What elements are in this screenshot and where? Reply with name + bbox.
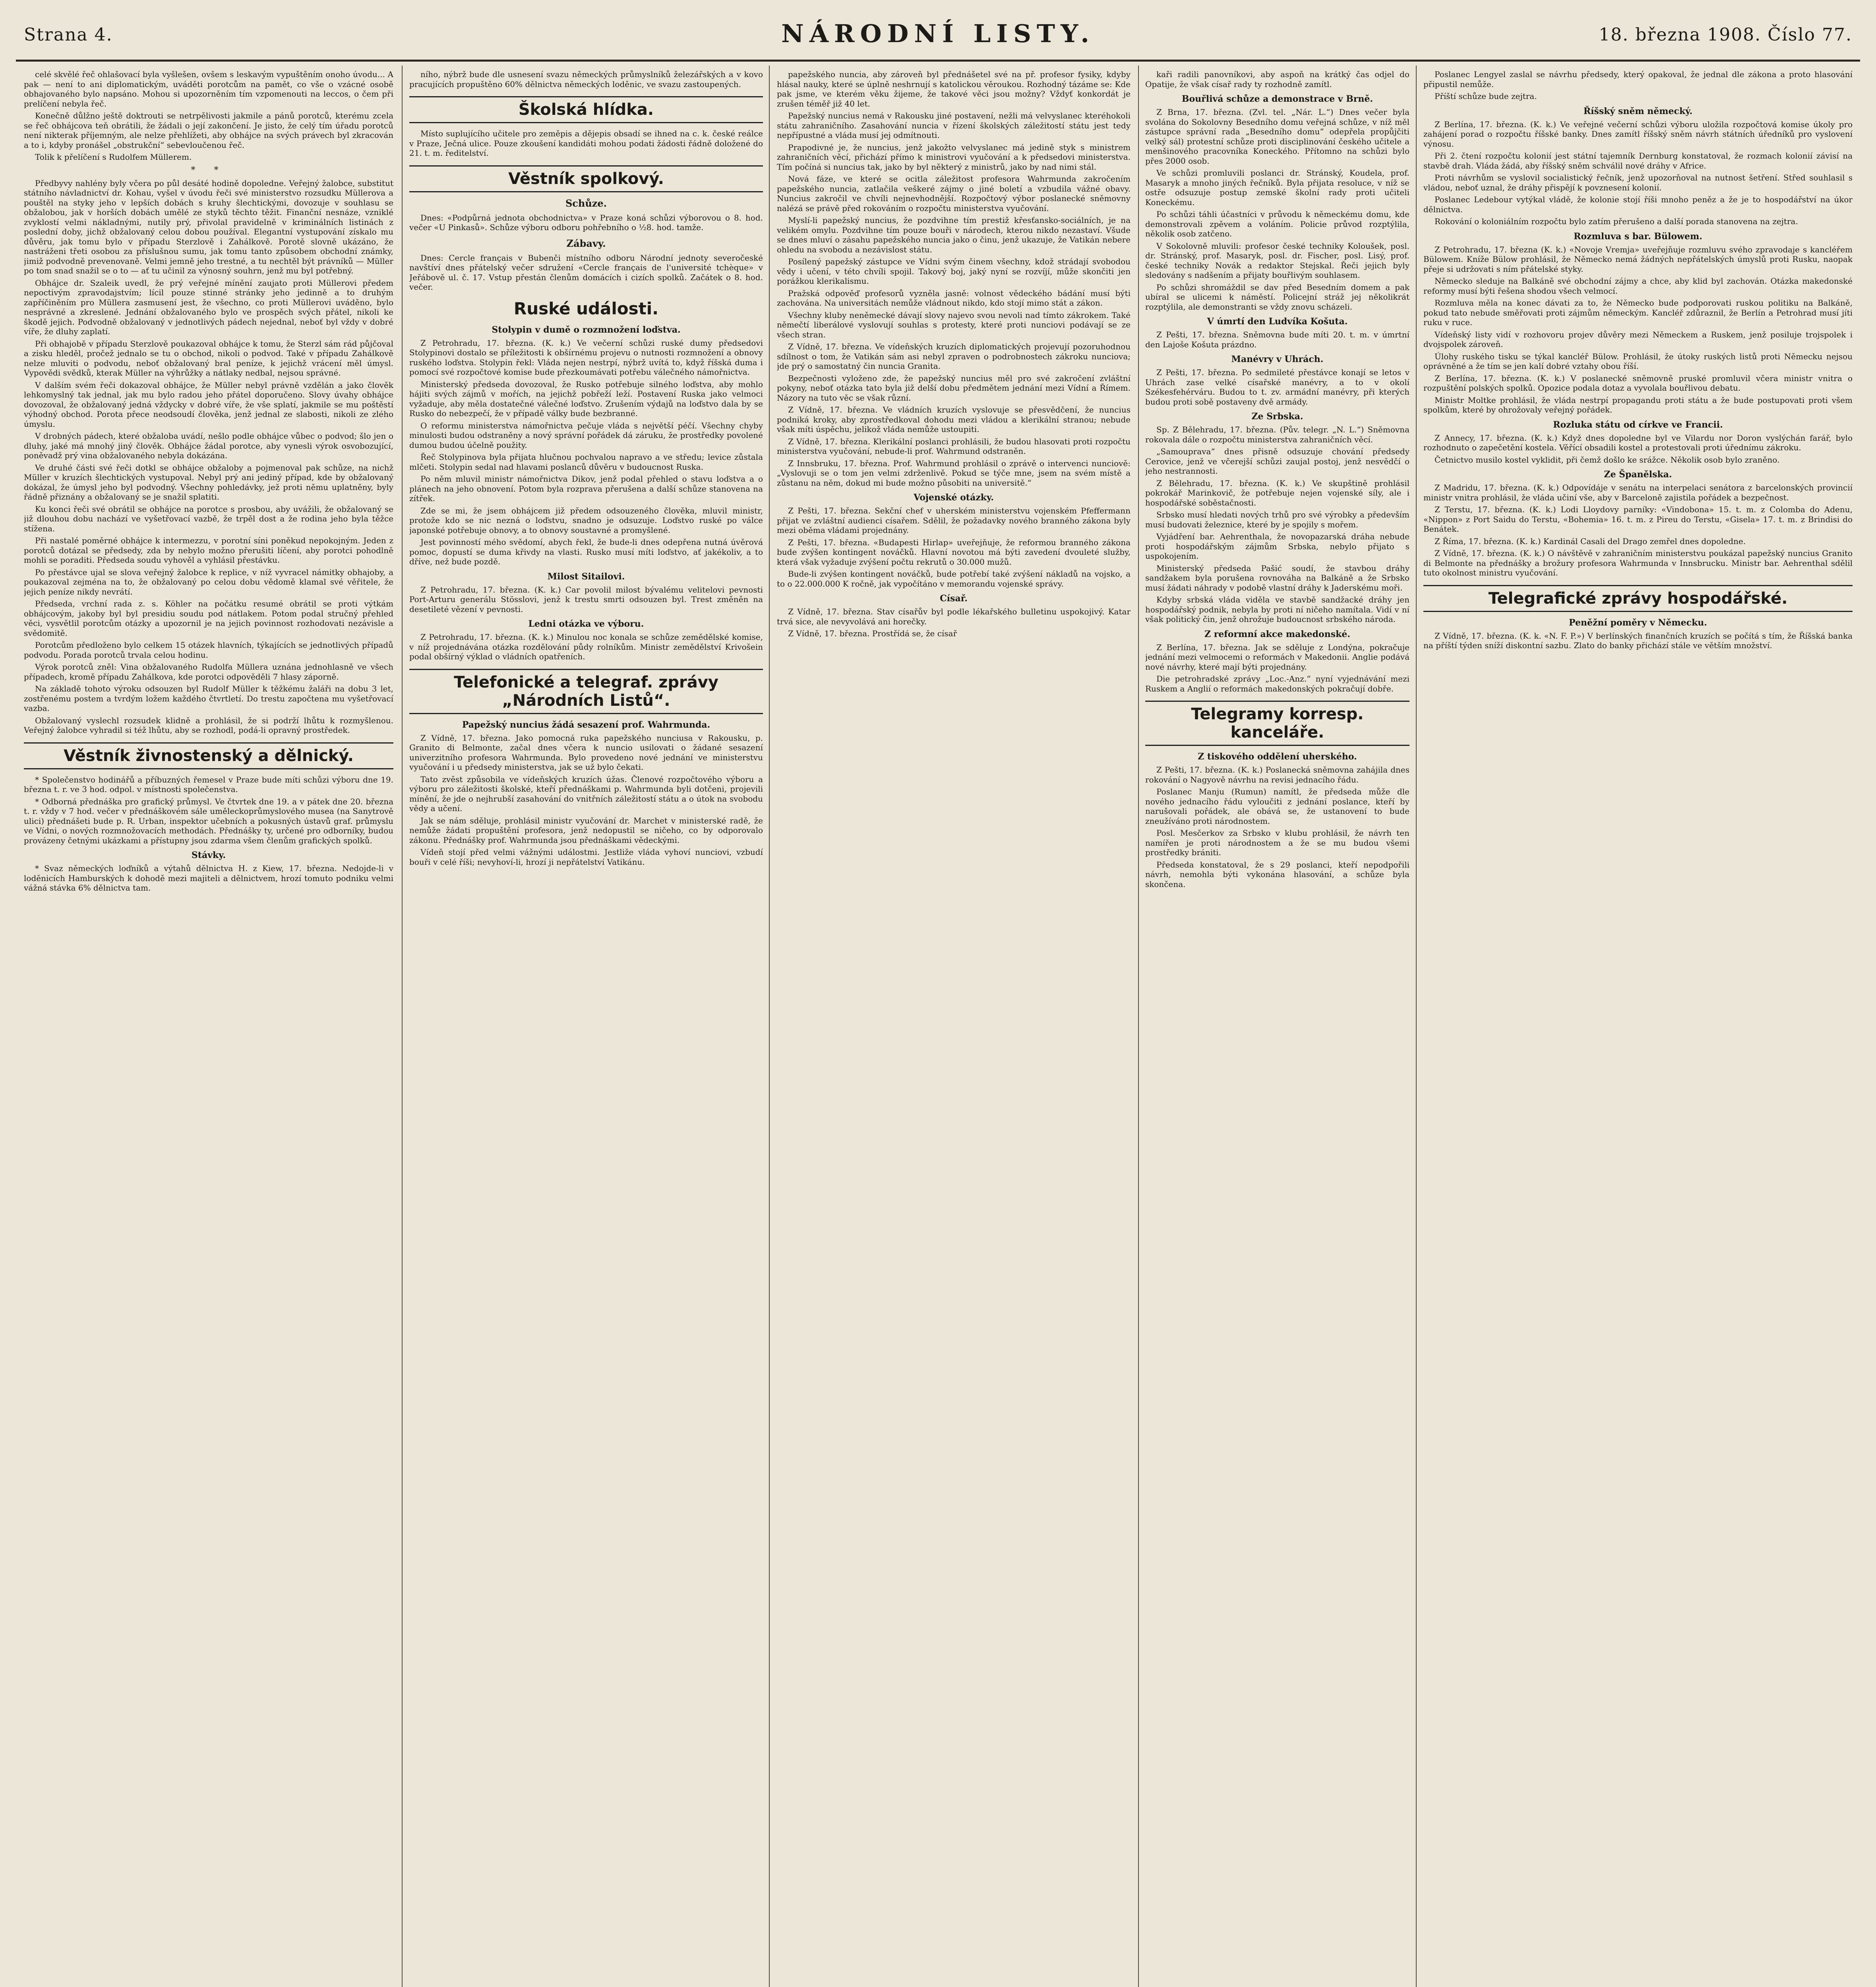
article-paragraph: Ku konci řeči své obrátil se obhájce na porotce s prosbou, aby uvážili, že obžalovaný se již dlouhou dobu nachází ve vyšetřovací vazbě, že trpěl dost a že rodina jeho byla těžce stížena. bbox=[24, 504, 393, 533]
page-number: Strana 4. bbox=[24, 25, 113, 45]
article-paragraph: Tato zvěst způsobila ve vídeňských kruzích úžas. Členové rozpočtového výboru a výboru pro záležitosti školské, kteří přednáškami p. Wahrmunda byli dotčeni, projevili mínění, že jde o nejhrubší zasahování do vnitřních záležitostí státu a o útok na svobodu vědy a učení. bbox=[409, 774, 763, 813]
article-paragraph: V dalším svém řeči dokazoval obhájce, že Müller nebyl právně vzdělán a jako člověk lehkomyslný tak jednal, jak mu bylo radou jeho přátel doporučeno. Slovy úvahy obhájce dovozoval, že obžalovaný jedná vždycky v dobré víře, že vše splatí, jakmile se mu poštěstí výhodný obchod. Porota přece neodsoudí člověka, jenž jednal ze slabosti, nikoli ze zlého úmyslu. bbox=[24, 380, 393, 429]
article-heading: Z tiskového oddělení uherského. bbox=[1198, 751, 1357, 762]
article-paragraph: Die petrohradské zprávy „Loc.-Anz.“ nyní vyjednávání mezi Ruskem a Anglií o reformách makedonských pokračují dobře. bbox=[1145, 674, 1409, 693]
article-paragraph: Příští schůze bude zejtra. bbox=[1435, 91, 1537, 101]
article-paragraph: Tolik k přelíčení s Rudolfem Müllerem. bbox=[35, 152, 192, 162]
article-paragraph: Po něm mluvil ministr námořnictva Dikov, jenž podal přehled o stavu loďstva a o plánech na jeho obnovení. Potom byla rozprava přerušena a další schůze stanovena na zítřek. bbox=[409, 474, 763, 503]
article-paragraph: Z Vídně, 17. března. Jako pomocná ruka papežského nunciusa v Rakousku, p. Granito di Belmonte, začal dnes včera k nuncio usilovati o žádané sesazení univerzitního profesora Wahrmunda. Bylo provedeno nové jednání ve ministerstvu vyučování i u předsedy ministerstva, jak se už bylo čekati. bbox=[409, 733, 763, 772]
article-paragraph: Při nastalé poměrné obhájce k intermezzu, v porotní síni poněkud nepokojným. Jeden z porotců dotázal se předsedy, zda by nebylo možno přerušiti líčení, aby porotci pohodlně mohli se poraditi. Předseda soudu vyhověl a vyhlásil přestávku. bbox=[24, 536, 393, 565]
article-paragraph: V drobných pádech, které obžaloba uvádí, nešlo podle obhájce vůbec o podvod; šlo jen o dluhy, jaké má mnohý jiný člověk. Obhájce žádal porotce, aby vynesli výrok osvobozující, poněvadž prý vina obžalovaného nebyla dokázána. bbox=[24, 431, 393, 460]
article-paragraph: Prapodivné je, že nuncius, jenž jakožto velvyslanec má jedině styk s ministrem zahraničních věcí, přichází přímo k ministrovi vyučování a k předsedovi ministerstva. Tím počíná si nuncius tak, jako by byl některý z ministrů, jako by nad nimi stál. bbox=[777, 142, 1131, 172]
article-paragraph: Obhájce dr. Szaleik uvedl, že prý veřejné mínění zaujato proti Müllerovi předem nepoctivým zpravodajstvím; lícil pouze stinné stránky jeho jedinně a to druhým zapříčiněním pro Müllera zasmusení jest, že všechno, co proti Müllerovi uváděno, bylo nesprávné a zkreslené. Jednání obžalovaného bylo ve prospěch svých přátel, nikoli ke škodě jejich. Podvodně obžalovaný v jednotlivých pádech nejednal, neboť byl vždy v dobré víře, že dluhy zaplatí. bbox=[24, 278, 393, 336]
article-paragraph: Z Vídně, 17. března. Ve vládních kruzích vyslovuje se přesvědčení, že nuncius podniká kroky, aby zprostředkoval dohodu mezi vládou a klerikální stranou; nebude však míti úspěchu, jelikož vláda nemůže ustoupiti. bbox=[777, 405, 1131, 434]
article-paragraph: „Samouprava“ dnes přisně odsuzuje chování předsedy Cerovice, jenž ve včerejší schůzi zaujal postoj, jenž nesvědčí o jeho nestrannosti. bbox=[1145, 447, 1409, 476]
article-paragraph: Ministerský předseda dovozoval, že Rusko potřebuje silného loďstva, aby mohlo hájiti svých zájmů v mořích, na jejichž pobřeží leží. Postavení Ruska jako velmoci vyžaduje, aby měla dostatečné válečné loďstvo. Zrušením výdajů na loďstvo dala by se Rusko do nebezpečí, že v případě války bude bezbranné. bbox=[409, 379, 763, 418]
article-paragraph: Z Brna, 17. března. (Zvl. tel. „Nár. L.“) Dnes večer byla svolána do Sokolovny Besedního domu veřejná schůze, v níž měl zástupce správní rada „Besedního domu“ odepřela propůjčiti velký sál) protestní schůze proti disciplinování českého učitele a menšinového pracovníka Koneckého. Přítomno na schůzi bylo přes 2000 osob. bbox=[1145, 107, 1409, 166]
column-divider bbox=[769, 66, 770, 1987]
article-heading: Milost Sitailovi. bbox=[547, 571, 625, 582]
subsection-heading: Schůze. bbox=[565, 197, 607, 209]
column-1 bbox=[24, 70, 393, 1987]
subsection-heading: Zábavy. bbox=[566, 237, 606, 249]
article-paragraph: Ministr Moltke prohlásil, že vláda nestrpí propagandu proti státu a že bude postupovati proti všem spolkům, které by ohrožovaly veřejný pořádek. bbox=[1423, 395, 1853, 414]
article-paragraph: Sp. Z Bělehradu, 17. března. (Pův. telegr. „N. L.“) Sněmovna rokovala dále o rozpočtu ministerstva zahraničních věcí. bbox=[1145, 425, 1409, 444]
article-paragraph: Při 2. čtení rozpočtu kolonií jest státní tajemník Dernburg konstatoval, že rozmach kolonií závisí na stavbě drah. Vláda žádá, aby říšský sněm schválil nové dráhy v Africe. bbox=[1423, 151, 1853, 170]
masthead: NÁRODNÍ LISTY. bbox=[781, 19, 1095, 48]
article-paragraph: Z Berlína, 17. března. (K. k.) Ve veřejné večerní schůzi výboru uložila rozpočtová komise úkoly pro zahájení porad o rozpočtu říšské banky. Dnes zamítl říšský sněm návrh státních úředníků pro vyslovení výnosu. bbox=[1423, 119, 1853, 149]
column-divider bbox=[1416, 66, 1417, 1987]
article-heading: Ze Španělska. bbox=[1604, 469, 1672, 480]
article-paragraph: Na základě tohoto výroku odsouzen byl Rudolf Müller k těžkému žaláři na dobu 3 let, zostřenému postem a tvrdým ložem každého čtvrtletí. Do trestu započtena mu vyšetřovací vazba. bbox=[24, 684, 393, 713]
boxed-section-heading: Telegrafické zprávy hospodářské. bbox=[1423, 585, 1853, 612]
article-paragraph: Všechny kluby neněmecké dávají slovy najevo svou nevoli nad tímto zákrokem. Také němečtí liberálové vyslovují souhlas s protesty, které proti nunciovi podávají se ze všech stran. bbox=[777, 310, 1131, 339]
article-heading: Stolypin v dumě o rozmnožení loďstva. bbox=[492, 324, 681, 335]
article-paragraph: Rokování o koloniálním rozpočtu bylo zatím přerušeno a další porada stanovena na zejtra. bbox=[1435, 217, 1798, 226]
article-heading: Papežský nuncius žádá sesazení prof. Wahrmunda. bbox=[462, 719, 711, 730]
article-paragraph: Při obhajobě v případu Sterzlově poukazoval obhájce k tomu, že Sterzl sám rád půjčoval a zisku hleděl, pročež jednalo se tu o obchod, nikoli o podvod. Také v případu Zahálkově nelze mluviti o podvodu, neboť obžalovaný bral peníze, k jejichž vrácení měl úmysl. Vypovědi svědků, kterak Müller na výhrůžky a nátlaky nedbal, nejsou správné. bbox=[24, 339, 393, 378]
article-paragraph: O reformu ministerstva námořnictva pečuje vláda s největší péčí. Všechny chyby minulosti budou odstraněny a nový správní pořádek dá záruku, že prostředky povolené dumou budou účelně použity. bbox=[409, 420, 763, 450]
article-paragraph: Obžalovaný vyslechl rozsudek klidně a prohlásil, že si podrží lhůtu k rozmyšlenou. Veřejný žalobce vyhradil si též lhůtu, aby se rozhodl, podá-li opravný prostředek. bbox=[24, 715, 393, 735]
article-paragraph: Z Annecy, 17. března. (K. k.) Když dnes dopoledne byl ve Vilardu nor Doron vyslýchán farář, bylo rozhodnuto o zapečetění kostela. Věřící obsadili kostel a protestovali proti úřednímu zákroku. bbox=[1423, 433, 1853, 452]
article-paragraph: Z Petrohradu, 17. března. (K. k.) Car povolil milost bývalému velitelovi pevnosti Port-Arturu generálu Stösslovi, jenž k trestu smrti odsouzen byl. Trest změněn na desetileté vězení v pevnosti. bbox=[409, 585, 763, 614]
article-paragraph: Porotcům předloženo bylo celkem 15 otázek hlavních, týkajících se jednotlivých případů podvodu. Porada porotců trvala celou hodinu. bbox=[24, 640, 393, 660]
article-heading: Vojenské otázky. bbox=[914, 492, 994, 503]
article-paragraph: Z Pešti, 17. března. Sekční chef v uherském ministerstvu vojenském Pfeffermann přijat ve zvláštní audienci císařem. Sdělil, že požadavky nového branného zákona byly mezi oběma vládami projednány. bbox=[777, 506, 1131, 535]
article-paragraph: Z Berlína, 17. března. (K. k.) V poslanecké sněmovně pruské promluvil včera ministr vnitra o rozpuštění polských spolků. Opozice podala dotaz a vyvolala bouřlivou debatu. bbox=[1423, 373, 1853, 393]
article-paragraph: Z Petrohradu, 17. března (K. k.) «Novoje Vremja» uveřejňuje rozmluvu svého zpravodaje s kancléřem Bülowem. Kníže Bülow prohlásil, že Německo nemá žádných nepřátelských úmyslů proti Rusku, naopak přeje si udržovati s ním přátelské styky. bbox=[1423, 244, 1853, 274]
article-paragraph: Řeč Stolypinova byla přijata hlučnou pochvalou napravo a ve středu; levice zůstala mlčeti. Stolypin sedal nad hlavami poslanců důvěru v budoucnost Ruska. bbox=[409, 452, 763, 472]
article-paragraph: Jak se nám sděluje, prohlásil ministr vyučování dr. Marchet v ministerské radě, že nemůže žádati propuštění profesora, jenž nedopustil se ničeho, co by odporovalo zákonu. Přednášky prof. Wahrmunda jsou přednáškami vědeckými. bbox=[409, 815, 763, 845]
article-paragraph: papežského nuncia, aby zároveň byl přednášetel své na př. profesor fysiky, kdyby hlásal nauky, které se úplně neshrnují s katolickou věroukou. Rozhodný tázáme se: Kde pak jsme, ve kterém věku žijeme, že takové věci jsou možny? Vždyť konkordát je zrušen téměř již 40 let. bbox=[777, 70, 1131, 108]
article-paragraph: Z Innsbruku, 17. března. Prof. Wahrmund prohlásil o zprávě o intervenci nunciově: „Vyslovuji se o tom jen velmi zdrženlivě. Pokud se týče mne, jsem na svém místě a zůstanu na něm, dokud mi bude možno působiti na universitě.“ bbox=[777, 458, 1131, 488]
article-paragraph: Z Madridu, 17. března. (K. k.) Odpovídáje v senátu na interpelaci senátora z barcelonských provincií ministr vnitra prohlásil, že vláda učiní vše, aby v Barceloně zajistila pořádek a bezpečnost. bbox=[1423, 483, 1853, 502]
article-paragraph: Pražská odpověď profesorů vyzněla jasně: volnost vědeckého bádání musí býti zachována. Na universitách nemůže vládnout nikdo, kdo stojí mimo stát a zákon. bbox=[777, 288, 1131, 308]
article-paragraph: Dnes: Cercle français v Bubenči místního odboru Národní jednoty severočeské navštíví dnes přátelský večer sdružení «Cercle français de l'université tchèque» v Jeřábově ul. č. 17. Vstup přestán členům domácích i cizích spolků. Začátek o 8. hod. večer. bbox=[409, 253, 763, 292]
article-paragraph: kaři radili panovníkovi, aby aspoň na krátký čas odjel do Opatije, že však císař rady ty rozhodně zamítl. bbox=[1145, 70, 1409, 89]
column-5 bbox=[1423, 70, 1853, 1987]
article-paragraph: Z Bělehradu, 17. března. (K. k.) Ve skupštině prohlásil pokrokář Marinkovič, že potřebuje nejen vojenské síly, ale i hospodářské soběstačnosti. bbox=[1145, 478, 1409, 507]
article-paragraph: Vyjádření bar. Aehrenthala, že novopazarská dráha nebude proti hospodářským zájmům Srbska, nebylo přijato s uspokojením. bbox=[1145, 532, 1409, 561]
article-paragraph: Papežský nuncius nemá v Rakousku jiné postavení, nežli má velvyslanec kteréhokoli státu zahraničního. Zasahování nuncia v řízení školských záležitostí státu jest tedy nepřípustné a vláda musí jej odmítnouti. bbox=[777, 111, 1131, 140]
article-paragraph: Poslanec Lengyel zaslal se návrhu předsedy, který opakoval, že jednal dle zákona a proto hlasování připustil nemůže. bbox=[1423, 70, 1853, 89]
article-paragraph: V Sokolovně mluvili: profesor české techniky Koloušek, posl. dr. Stránský, prof. Masaryk, posl. dr. Fischer, posl. Lisý, prof. české techniky Novák a redaktor Stejskal. Řeči jejich byly sledovány s nadšením a přijaty bouřlivým souhlasem. bbox=[1145, 241, 1409, 280]
article-paragraph: * Společenstvo hodinářů a příbuzných řemesel v Praze bude míti schůzi výboru dne 19. března t. r. ve 3 hod. odpol. v místnosti společenstva. bbox=[24, 775, 393, 794]
header-rule bbox=[16, 60, 1860, 62]
article-paragraph: Předbyvy nahlény byly včera po půl desáté hodině dopoledne. Veřejný žalobce, substitut státního návladnictví dr. Kohau, vyšel v úvodu řeči své ministerstvo rozsudku Müllerova a pouštěl na styky jeho v lepších dobách s kruhy šlechtickými, dovozuje v souhlasu se obžalobou, jak v horších dobách umělé ze styků těchto těžit. Finanční nesnáze, vzniklé zvyklostí velmi nákladnými, nutily prý, přivolal pravidelně v kriminálních listinách z poslední doby, jichž obžalovaný celou dobou používal. Elegantní vystupování získalo mu důvěru, jak tomu bylo v případu Sterzlově i Zahálkově. Porotě slovně ukázáno, že nastráženi třeti osobou za příslušnou sumu, jak tomu tanto způsobem obchodní známky, jimiž podvodně prevenovaně. Velmi jemně jeho trestné, a tu nechtěl být právníků — Müller po tom snad snažil se o to — ať tu učinil za výnosný souhrn, jenž mu byl potřebný. bbox=[24, 178, 393, 275]
article-paragraph: Kdyby srbská vláda viděla ve stavbě sandžacké dráhy jen hospodářský podnik, nebyla by proti ní ničeho namítala. Vidí v ní však politický čin, jenž ohrožuje budoucnost srbského národa. bbox=[1145, 595, 1409, 624]
article-paragraph: Poslanec Manju (Rumun) namítl, že předseda může dle nového jednacího řádu vyloučiti z jednání poslance, kteří by narušovali pořádek, ale obává se, že ustanovení to bude zneužíváno proti národnostem. bbox=[1145, 787, 1409, 826]
article-paragraph: Z Vídně, 17. března. (K. k. «N. F. P.») V berlínských finančních kruzích se počítá s tím, že Říšská banka na příští týden sníží diskontní sazbu. Zlato do banky přichází stále ve větším množství. bbox=[1423, 631, 1853, 650]
article-paragraph: Úlohy ruského tisku se týkal kancléř Bülow. Prohlásil, že útoky ruských listů proti Německu nejsou oprávněné a že tím se jen kalí dobré vztahy obou říší. bbox=[1423, 351, 1853, 371]
article-paragraph: Z Pešti, 17. března. «Budapesti Hirlap» uveřejňuje, že reformou branného zákona bude zvýšen kontingent nováčků. Hlavní novotou má býti zavedení dvouleté služby, která však vyžaduje zvýšení počtu rekrutů o 30.000 mužů. bbox=[777, 537, 1131, 567]
article-paragraph: Zde se mi, že jsem obhájcem již předem odsouzeného člověka, mluvil ministr, protože kdo se nic nezná o loďstvu, snadno je odsuzuje. Loďstvo ruské po válce japonské potřebuje obnovy, a to obnovy soustavné a promyšlené. bbox=[409, 505, 763, 535]
article-paragraph: Předseda konstatoval, že s 29 poslanci, kteří nepodpořili návrh, nemohla býti vykonána hlasování, a schůze byla skončena. bbox=[1145, 860, 1409, 889]
article-paragraph: Předseda, vrchní rada z. s. Köhler na počátku resumé obrátil se proti výtkám obhájcovým, jakoby byl byl presidiu soudu pod nátlakem. Potom podal stručný přehled věci, vysvětlil porotcům otázky a upozornil je na jejich povinnost rozhodovati nezávisle a svědomitě. bbox=[24, 599, 393, 638]
article-paragraph: Ve druhé části své řeči dotkl se obhájce obžaloby a pojmenoval pak schůze, na nichž Müller v kruzích šlechtických vystupoval. Nebyl prý ani jediný případ, kde by obžalovaný dokázal, že úmysl jeho byl podvodný. Všechny pohledávky, jež proti němu uplatněny, byly řádně přiznány a obžalovaný se je snažil splatiti. bbox=[24, 463, 393, 502]
article-paragraph: Z Vídně, 17. března. (K. k.) O návštěvě v zahraničním ministerstvu poukázal papežský nuncius Granito di Belmonte na přednášky a brožury profesora Wahrmunda v Innsbrucku. Ministr bar. Aehrenthal sdělil tuto okolnost ministru vyučování. bbox=[1423, 548, 1853, 577]
article-paragraph: celé skvělé řeč ohlašovací byla vyšlešen, ovšem s leskavým vypuštěním onoho úvodu... A pak — není to ani diplomatickým, uváděti porotcům na pamět, co vše o vzácné osobě obhajovaného bylo napsáno. Mohou si upozorněním tím vzpomenouti na leccos, o čem při prelíčení nebyla řeč. bbox=[24, 70, 393, 108]
article-heading: Stávky. bbox=[191, 850, 226, 860]
article-paragraph: Srbsko musí hledati nových trhů pro své výrobky a především musí budovati železnice, které by je spojily s mořem. bbox=[1145, 510, 1409, 529]
boxed-section-heading: Telegramy korresp. kanceláře. bbox=[1145, 701, 1409, 746]
article-heading: Císař. bbox=[940, 593, 968, 604]
article-heading: Bouřlivá schůze a demonstrace v Brně. bbox=[1181, 94, 1373, 104]
article-paragraph: Posl. Mesčerkov za Srbsko v klubu prohlásil, že návrh ten namířen je proti národnostem a že se mu budou všemi prostředky brániti. bbox=[1145, 828, 1409, 857]
article-paragraph: Ve schůzi promluvili poslanci dr. Stránský, Koudela, prof. Masaryk a mnoho jiných řečníků. Byla přijata resoluce, v níž se ostře odsuzuje postup zemské školní rady proti učiteli Koneckému. bbox=[1145, 168, 1409, 207]
article-paragraph: Z Vídně, 17. března. Klerikální poslanci prohlásili, že budou hlasovati proti rozpočtu ministerstva vyučování, nebude-li prof. Wahrmund odstraněn. bbox=[777, 436, 1131, 456]
article-heading: Říšský sněm německý. bbox=[1583, 106, 1693, 116]
article-paragraph: Z Vídně, 17. března. Prostřídá se, že císař bbox=[788, 629, 957, 638]
boxed-section-heading: Věstník spolkový. bbox=[409, 165, 763, 192]
article-paragraph: Po přestávce ujal se slova veřejný žalobce k replice, v níž vyvracel námitky obhajoby, a poukazoval zejména na to, že obžalovaný po celou dobu vědomě klamal své věřitele, že jejich peníze nikdy nevrátí. bbox=[24, 567, 393, 596]
article-heading: Rozluka státu od církve ve Francii. bbox=[1553, 419, 1723, 430]
issue-date: 18. března 1908. Číslo 77. bbox=[1599, 25, 1852, 45]
article-paragraph: Poslanec Ledebour vytýkal vládě, že kolonie stojí říši mnoho peněz a že je to hospodářství na úkor dělnictva. bbox=[1423, 195, 1853, 214]
article-paragraph: Po schůzi táhli účastníci v průvodu k německému domu, kde demonstrovali zpěvem a voláním. Policie průvod rozptýlila, několik osob zatčeno. bbox=[1145, 209, 1409, 238]
article-paragraph: Z Pešti, 17. března. Po sedmileté přestávce konají se letos v Uhrách zase velké císařské manévry, a to v okolí Székesfehérváru. Budou to t. zv. armádní manévry, při kterých budou proti sobě postaveny dvě armády. bbox=[1145, 368, 1409, 407]
article-paragraph: Z Pešti, 17. března. Sněmovna bude míti 20. t. m. v úmrtní den Lajoše Košuta prázdno. bbox=[1145, 330, 1409, 349]
boxed-section-heading: Telefonické a telegraf. zprávy „Národních Listů“. bbox=[409, 669, 763, 714]
article-paragraph: Z Pešti, 17. března. (K. k.) Poslanecká sněmovna zahájila dnes rokování o Nagyově návrhu na revisi jednacího řádu. bbox=[1145, 765, 1409, 784]
article-paragraph: Nová fáze, ve které se ocitla záležitost profesora Wahrmunda zakročením papežského nuncia, zatlačila veškeré zájmy o jiné boletí a vzbudila vážné obavy. Nuncius zakročil ve chvíli nejnevhodnější. Rozpočtový výbor poslanecké sněmovny nalézá se právě před rokováním o rozpočtu ministerstva vyučování. bbox=[777, 174, 1131, 213]
article-heading: Peněžní poměry v Německu. bbox=[1569, 617, 1707, 628]
article-paragraph: Z Vídně, 17. března. Ve vídeňských kruzích diplomatických projevují pozoruhodnou sdílnost o tom, že Vatikán sám asi nebyl zpraven o podrobnostech zákroku nunciova; jde prý o samostatný čin nuncia Granita. bbox=[777, 342, 1131, 371]
article-paragraph: Ministerský předseda Pašić soudí, že stavbou dráhy sandžakem byla porušena rovnováha na Balkáně a že Srbsko musí žádati náhrady v podobě vlastní dráhy k Jaderskému moři. bbox=[1145, 563, 1409, 593]
article-heading: V úmrtí den Ludvíka Košuta. bbox=[1207, 316, 1348, 327]
boxed-section-heading: Věstník živnostenský a dělnický. bbox=[24, 742, 393, 769]
article-paragraph: * Svaz německých loďníků a výtahů dělnictva H. z Kiew, 17. března. Nedojde-li v loděnicích Hamburských k dohodě mezi majiteli a dělnictvem, hrozí tomuto podniku velmi vážná stávka 6% dělnictva tam. bbox=[24, 864, 393, 893]
article-paragraph: Myslí-li papežský nuncius, že pozdvihne tím prestiž křesťansko-sociálních, je na velikém omylu. Pozdvihne tím pouze bouři v národech, kterou nikdo nezastaví. Všude se dnes mluví o zásahu papežského nuncia jako o činu, jenž ukazuje, že Vatikán nebere ohledu na svobodu a nezávislost státu. bbox=[777, 215, 1131, 254]
column-divider bbox=[1138, 66, 1139, 1987]
article-paragraph: Bezpečnosti vyloženo zde, že papežský nuncius měl pro své zakročení zvláštní pokyny, neboť otázka tato byla již delší dobu předmětem jednání mezi Vídní a Římem. Názory na tuto věc se však různí. bbox=[777, 373, 1131, 403]
article-paragraph: Z Vídně, 17. března. Stav císařův byl podle lékařského bulletinu uspokojivý. Katar trvá sice, ale nevyvolává ani horečky. bbox=[777, 607, 1131, 626]
article-paragraph: Proti návrhům se vyslovil socialistický řečník, jenž upozorňoval na nutnost šetření. Střed souhlasil s vládou, neboť uznal, že dráhy přispějí k povznesení kolonií. bbox=[1423, 173, 1853, 192]
column-2 bbox=[409, 70, 763, 1987]
article-heading: Rozmluva s bar. Bülowem. bbox=[1574, 231, 1702, 242]
article-paragraph: Rozmluva měla na konec dávati za to, že Německo bude podporovati ruskou politiku na Balkáně, pokud tato nebude směřovati proti zájmům německým. Kancléř zdůraznil, že Berlín a Petrohrad musí jíti ruku v ruce. bbox=[1423, 298, 1853, 327]
column-divider bbox=[402, 66, 403, 1987]
article-paragraph: Místo suplujícího učitele pro zeměpis a dějepis obsadí se ihned na c. k. české reálce v Praze, Ječná ulice. Pouze zkoušení kandidáti mohou podati žádosti řádně doložené do 21. t. m. ředitelství. bbox=[409, 129, 763, 158]
article-paragraph: Vídeň stojí před velmi vážnými událostmi. Jestliže vláda vyhoví nunciovi, vzbudí bouři v celé říši; nevyhoví-li, hrozí ji nepřátelství Vatikánu. bbox=[409, 847, 763, 867]
article-paragraph: Bude-li zvýšen kontingent nováčků, bude potřebí také zvýšení nákladů na vojsko, a to o 22.000.000 K ročně, jak vypočítáno v memorandu vojenské správy. bbox=[777, 569, 1131, 589]
article-paragraph: Jest povinností mého svědomí, abych řekl, že bude-li dnes odepřena nutná úvěrová pomoc, dopustí se duma křivdy na vlasti. Rusko musí míti loďstvo, ať jakékoliv, a to dříve, než bude pozdě. bbox=[409, 537, 763, 566]
column-4 bbox=[1145, 70, 1409, 1987]
article-paragraph: Z Terstu, 17. března. (K. k.) Lodi Lloydovy parníky: «Vindobona» 15. t. m. z Colomba do Adenu, «Nippon» z Port Saidu do Terstu, «Bohemia» 16. t. m. z Pireu do Terstu, «Gisela» 17. t. m. z Brindisi do Benátek. bbox=[1423, 505, 1853, 534]
column-3 bbox=[777, 70, 1131, 1987]
article-paragraph: Z Petrohradu, 17. března. (K. k.) Ve večerní schůzi ruské dumy předsedovi Stolypinovi dostalo se příležitosti k obšírnému projevu o nutnosti rozmnožení a obnovy ruského loďstva. Stolypin řekl: Vláda nejen nestrpí, nýbrž uvítá to, když říšská duma i pomocí své rozpočtové komise bude přezkoumávati potřebu válečného námořnictva. bbox=[409, 338, 763, 377]
article-paragraph: Vídeňský listy vidí v rozhovoru projev důvěry mezi Německem a Ruskem, jenž posiluje trojspolek i dvojspolek zároveň. bbox=[1423, 329, 1853, 349]
article-heading: Manévry v Uhrách. bbox=[1231, 354, 1324, 364]
article-paragraph: Německo sleduje na Balkáně své obchodní zájmy a chce, aby klid byl zachován. Otázka makedonské reformy musí býti řešena shodou všech velmocí. bbox=[1423, 276, 1853, 296]
article-heading: Ze Srbska. bbox=[1251, 411, 1303, 422]
page-header bbox=[24, 19, 1852, 53]
article-paragraph: Výrok porotců zněl: Vina obžalovaného Rudolfa Müllera uznána jednohlasně ve všech případech, kromě případu Zahálkova, kde porotci odpověděli 7 hlasy záporně. bbox=[24, 662, 393, 682]
article-heading: Ledni otázka ve výboru. bbox=[528, 619, 644, 629]
boxed-section-heading: Školská hlídka. bbox=[409, 96, 763, 123]
article-paragraph: Posílený papežský zástupce ve Vídni svým činem všechny, kdož strádají svobodou vědy i učení, v této chvíli spojil. Takový boj, jaký nyní se rozvíjí, může skončiti jen porážkou klerikalismu. bbox=[777, 257, 1131, 286]
article-paragraph: Z Berlína, 17. března. Jak se sděluje z Londýna, pokračuje jednání mezi velmocemi o reformách v Makedonii. Anglie podává nové návrhy, které mají býti projednány. bbox=[1145, 642, 1409, 672]
article-paragraph: Z Říma, 17. března. (K. k.) Kardinál Casali del Drago zemřel dnes dopoledne. bbox=[1435, 536, 1746, 546]
article-paragraph: Dnes: «Podpůrná jednota obchodnictva» v Praze koná schůzi výborovou o 8. hod. večer «U Pinkasů». Schůze výboru odboru pohřebního o ½8. hod. tamže. bbox=[409, 213, 763, 232]
article-paragraph: ního, nýbrž bude dle usnesení svazu německých průmyslníků železářských a v kovo pracujících propuštěno 60% dělnictva německých loděnic, ve svazu zastoupených. bbox=[409, 70, 763, 89]
article-heading: Z reformní akce makedonské. bbox=[1204, 629, 1350, 639]
article-paragraph: * Odborná přednáška pro grafický průmysl. Ve čtvrtek dne 19. a v pátek dne 20. března t. r. vždy v 7 hod. večer v přednáškovém sále uměleckoprůmyslového musea (na Sanytrově ulici) přednášeti bude p. R. Urban, inspektor učebních a pokusných ústavů graf. průmyslu ve Vídni, o nových rozmnožovacích methodách. Přednášky ty, určené pro odborníky, budou provázeny četnými ukázkami a přístupny jsou zdarma všem členům grafických spolků. bbox=[24, 796, 393, 845]
section-heading: Ruské události. bbox=[513, 298, 659, 318]
article-paragraph: Po schůzi shromáždil se dav před Besedním domem a pak ubíral se ulicemi k náměstí. Policejní stráž jej několikrát rozptýlila, ale demonstranti se vždy znovu scházeli. bbox=[1145, 282, 1409, 312]
article-paragraph: Četnictvo musilo kostel vyklidit, při čemž došlo ke srážce. Několik osob bylo zraněno. bbox=[1435, 455, 1780, 465]
article-paragraph: Konečně důlžno ještě doktrouti se netrpělivosti jakmile a pánů porotců, kterému zcela se řeč obhájcova teň obrátili, že žádali o její zakončení. Je jisto, že celý tím úřadu porotců není nikterak příjemným, ale nelze přehlížeti, aby obhájce na svých právech byl zkracován a to i, kdyby pronášel „obstrukční“ sebevloučenou řeč. bbox=[24, 111, 393, 150]
separator: * * bbox=[191, 165, 227, 175]
article-paragraph: Z Petrohradu, 17. března. (K. k.) Minulou noc konala se schůze zemědělské komise, v níž projednávána otázka rozdělování půdy rolníkům. Ministr zemědělství Krivošein podal obšírný výklad o vládních opatřeních. bbox=[409, 632, 763, 661]
